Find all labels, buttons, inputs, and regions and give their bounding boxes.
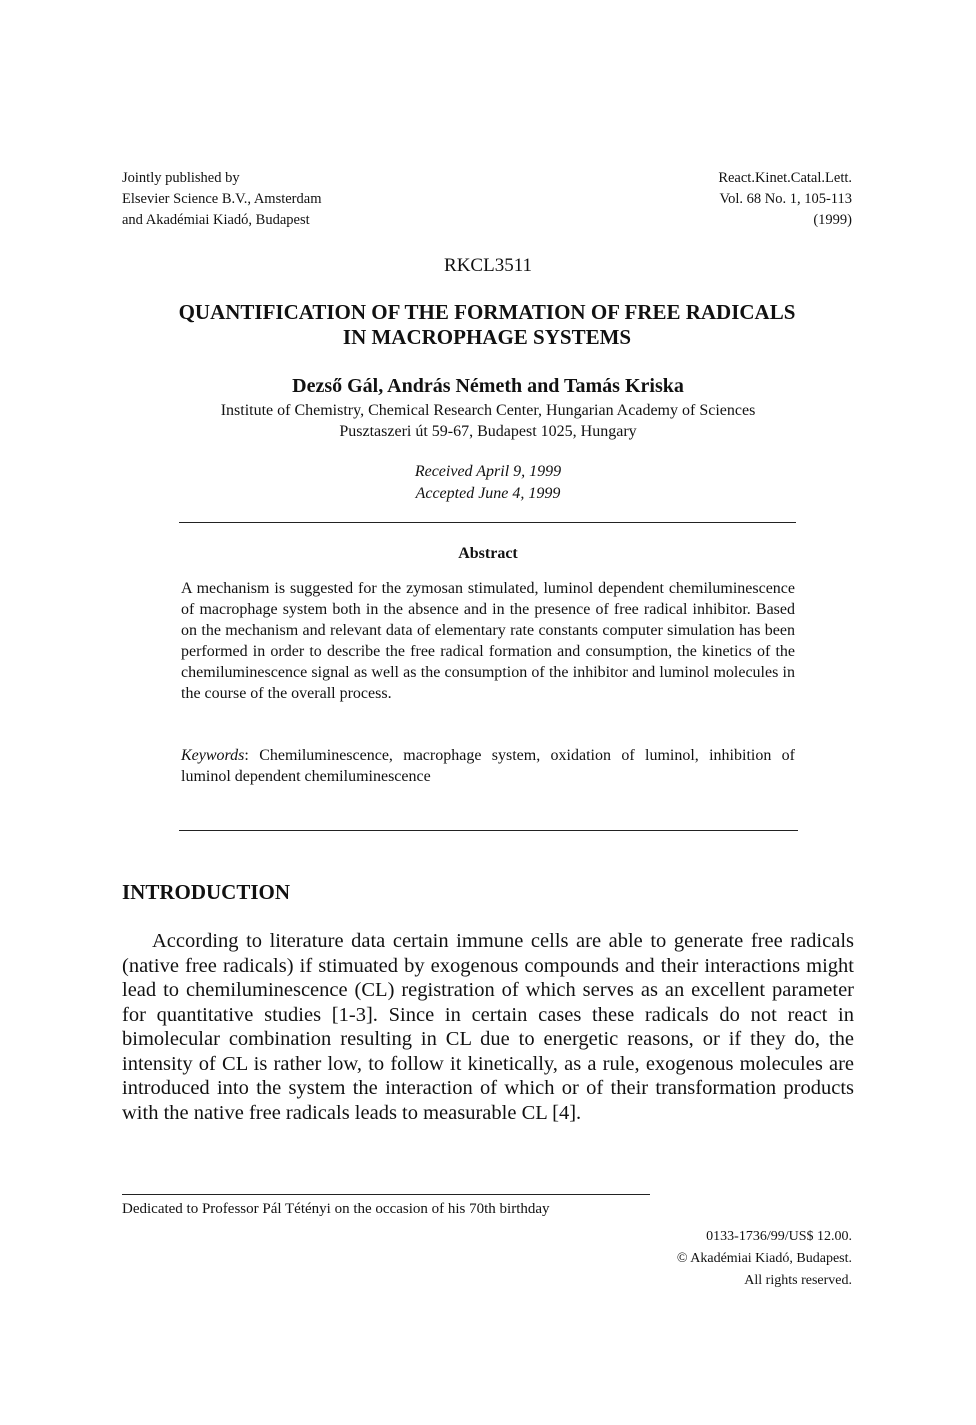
dates	[0, 461, 976, 505]
accepted-date: Accepted June 4, 1999	[415, 485, 561, 502]
title-line: IN MACROPHAGE SYSTEMS	[342, 325, 632, 349]
keywords-label: Keywords	[181, 747, 245, 764]
article-code: RKCL3511	[444, 255, 532, 276]
affiliation-line: Institute of Chemistry, Chemical Research Center, Hungarian Academy of Sciences	[220, 402, 756, 419]
title-line: QUANTIFICATION OF THE FORMATION OF FREE RADICALS	[178, 300, 796, 324]
divider	[179, 830, 798, 831]
affiliation	[0, 400, 976, 442]
rights-line: All rights reserved.	[744, 1273, 852, 1288]
publisher-line: Jointly published by	[122, 170, 240, 186]
publisher-info	[122, 168, 321, 231]
publisher-line: and Akadémiai Kiadó, Budapest	[122, 212, 310, 228]
copyright-block	[560, 1226, 852, 1292]
abstract-heading: Abstract	[458, 545, 518, 562]
article-title	[120, 300, 854, 350]
journal-line: (1999)	[813, 212, 852, 228]
dedication-footnote: Dedicated to Professor Pál Tétényi on the occasion of his 70th birthday	[122, 1201, 550, 1217]
divider	[179, 522, 796, 523]
section-heading: INTRODUCTION	[122, 880, 291, 904]
journal-line: React.Kinet.Catal.Lett.	[718, 170, 852, 186]
publisher-copyright: © Akadémiai Kiadó, Budapest.	[676, 1251, 852, 1266]
received-date: Received April 9, 1999	[414, 463, 562, 480]
authors: Dezső Gál, András Németh and Tamás Kriska	[292, 375, 684, 397]
affiliation-line: Pusztaszeri út 59-67, Budapest 1025, Hungary	[339, 423, 637, 440]
keywords	[181, 745, 795, 787]
publisher-line: Elsevier Science B.V., Amsterdam	[122, 191, 322, 207]
journal-citation	[620, 168, 852, 231]
price-line: 0133-1736/99/US$ 12.00.	[706, 1229, 852, 1244]
footnote-divider	[122, 1194, 650, 1195]
keywords-text: : Chemiluminescence, macrophage system, oxidation of luminol, inhibition of luminol dependent chemiluminescence	[181, 747, 795, 785]
abstract-text: A mechanism is suggested for the zymosan stimulated, luminol dependent chemiluminescence of macrophage system both in the absence and in the presence of free radical inhibitor. Based on the mechanism and relevant data of elementary rate constants computer simulation has been performed in order to describe the free radical formation and consumption, the kinetics of the chemiluminescence signal as well as the consumption of the inhibitor and luminol molecules in the course of the overall process.	[181, 580, 795, 702]
journal-line: Vol. 68 No. 1, 105-113	[719, 191, 852, 207]
introduction-paragraph: According to literature data certain immune cells are able to generate free radicals (native free radicals) if stimuated by exogenous compounds and their interactions might lead to chemiluminescence (CL) registration of which serves as an excellent parameter for quantitative studies [1-3]. Since in certain cases these radicals do not react in bimolecular combination resulting in CL due to energetic reasons, or if they do, the intensity of CL is rather low, to follow it kinetically, as a rule, exogenous molecules are introduced into the system the interaction of which or of their transformation products with the native free radicals leads to measurable CL [4].	[122, 930, 854, 1124]
